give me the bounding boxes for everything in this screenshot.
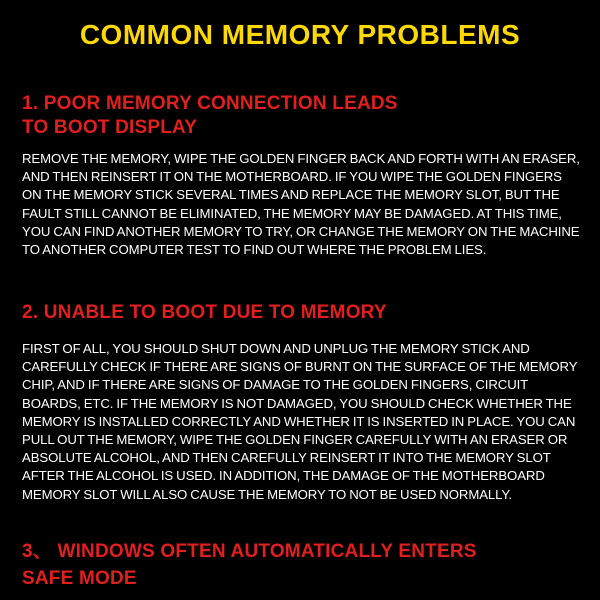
section-heading-line: SAFE MODE [22,568,137,589]
page-title: COMMON MEMORY PROBLEMS [79,19,521,50]
section-poor-connection [22,92,582,259]
section-heading [22,301,582,325]
section-unable-to-boot [22,301,582,504]
section-heading [22,538,582,592]
section-body: REMOVE THE MEMORY, WIPE THE GOLDEN FINGER BACK AND FORTH WITH AN ERASER, AND THEN REINSERT IT ON THE MOTHERBOARD. IF YOU WIPE THE GOLDEN FINGERS ON THE MEMORY STICK SEVERAL TIMES AND REPLACE THE MEMORY SLOT, BUT THE FAULT STILL CANNOT BE ELIMINATED, THE MEMORY MAY BE DAMAGED. AT THIS TIME, YOU CAN FIND ANOTHER MEMORY TO TRY, OR CHANGE THE MEMORY ON THE MACHINE TO ANOTHER COMPUTER TEST TO FIND OUT WHERE THE PROBLEM LIES. [22,151,580,258]
section-heading [22,92,582,140]
section-safe-mode [22,538,582,592]
section-heading-line: 3、 WINDOWS OFTEN AUTOMATICALLY ENTERS [22,541,477,562]
section-heading-line: 2. UNABLE TO BOOT DUE TO MEMORY [22,302,387,323]
section-body: FIRST OF ALL, YOU SHOULD SHUT DOWN AND UNPLUG THE MEMORY STICK AND CAREFULLY CHECK IF THERE ARE SIGNS OF BURNT ON THE SURFACE OF THE MEMORY CHIP, AND IF THERE ARE SIGNS OF DAMAGE TO THE GOLDEN FINGERS, CIRCUIT BOARDS, ETC. IF THE MEMORY IS NOT DAMAGED, YOU SHOULD CHECK WHETHER THE MEMORY IS INSTALLED CORRECTLY AND WHETHER IT IS INSERTED IN PLACE. YOU CAN PULL OUT THE MEMORY, WIPE THE GOLDEN FINGER CAREFULLY WITH AN ERASER OR ABSOLUTE ALCOHOL, AND THEN CAREFULLY REINSERT IT INTO THE MEMORY SLOT AFTER THE ALCOHOL IS USED. IN ADDITION, THE DAMAGE OF THE MOTHERBOARD MEMORY SLOT WILL ALSO CAUSE THE MEMORY TO NOT BE USED NORMALLY. [22,341,578,502]
section-heading-line: 1. POOR MEMORY CONNECTION LEADS [22,93,398,114]
section-heading-line: TO BOOT DISPLAY [22,117,198,138]
